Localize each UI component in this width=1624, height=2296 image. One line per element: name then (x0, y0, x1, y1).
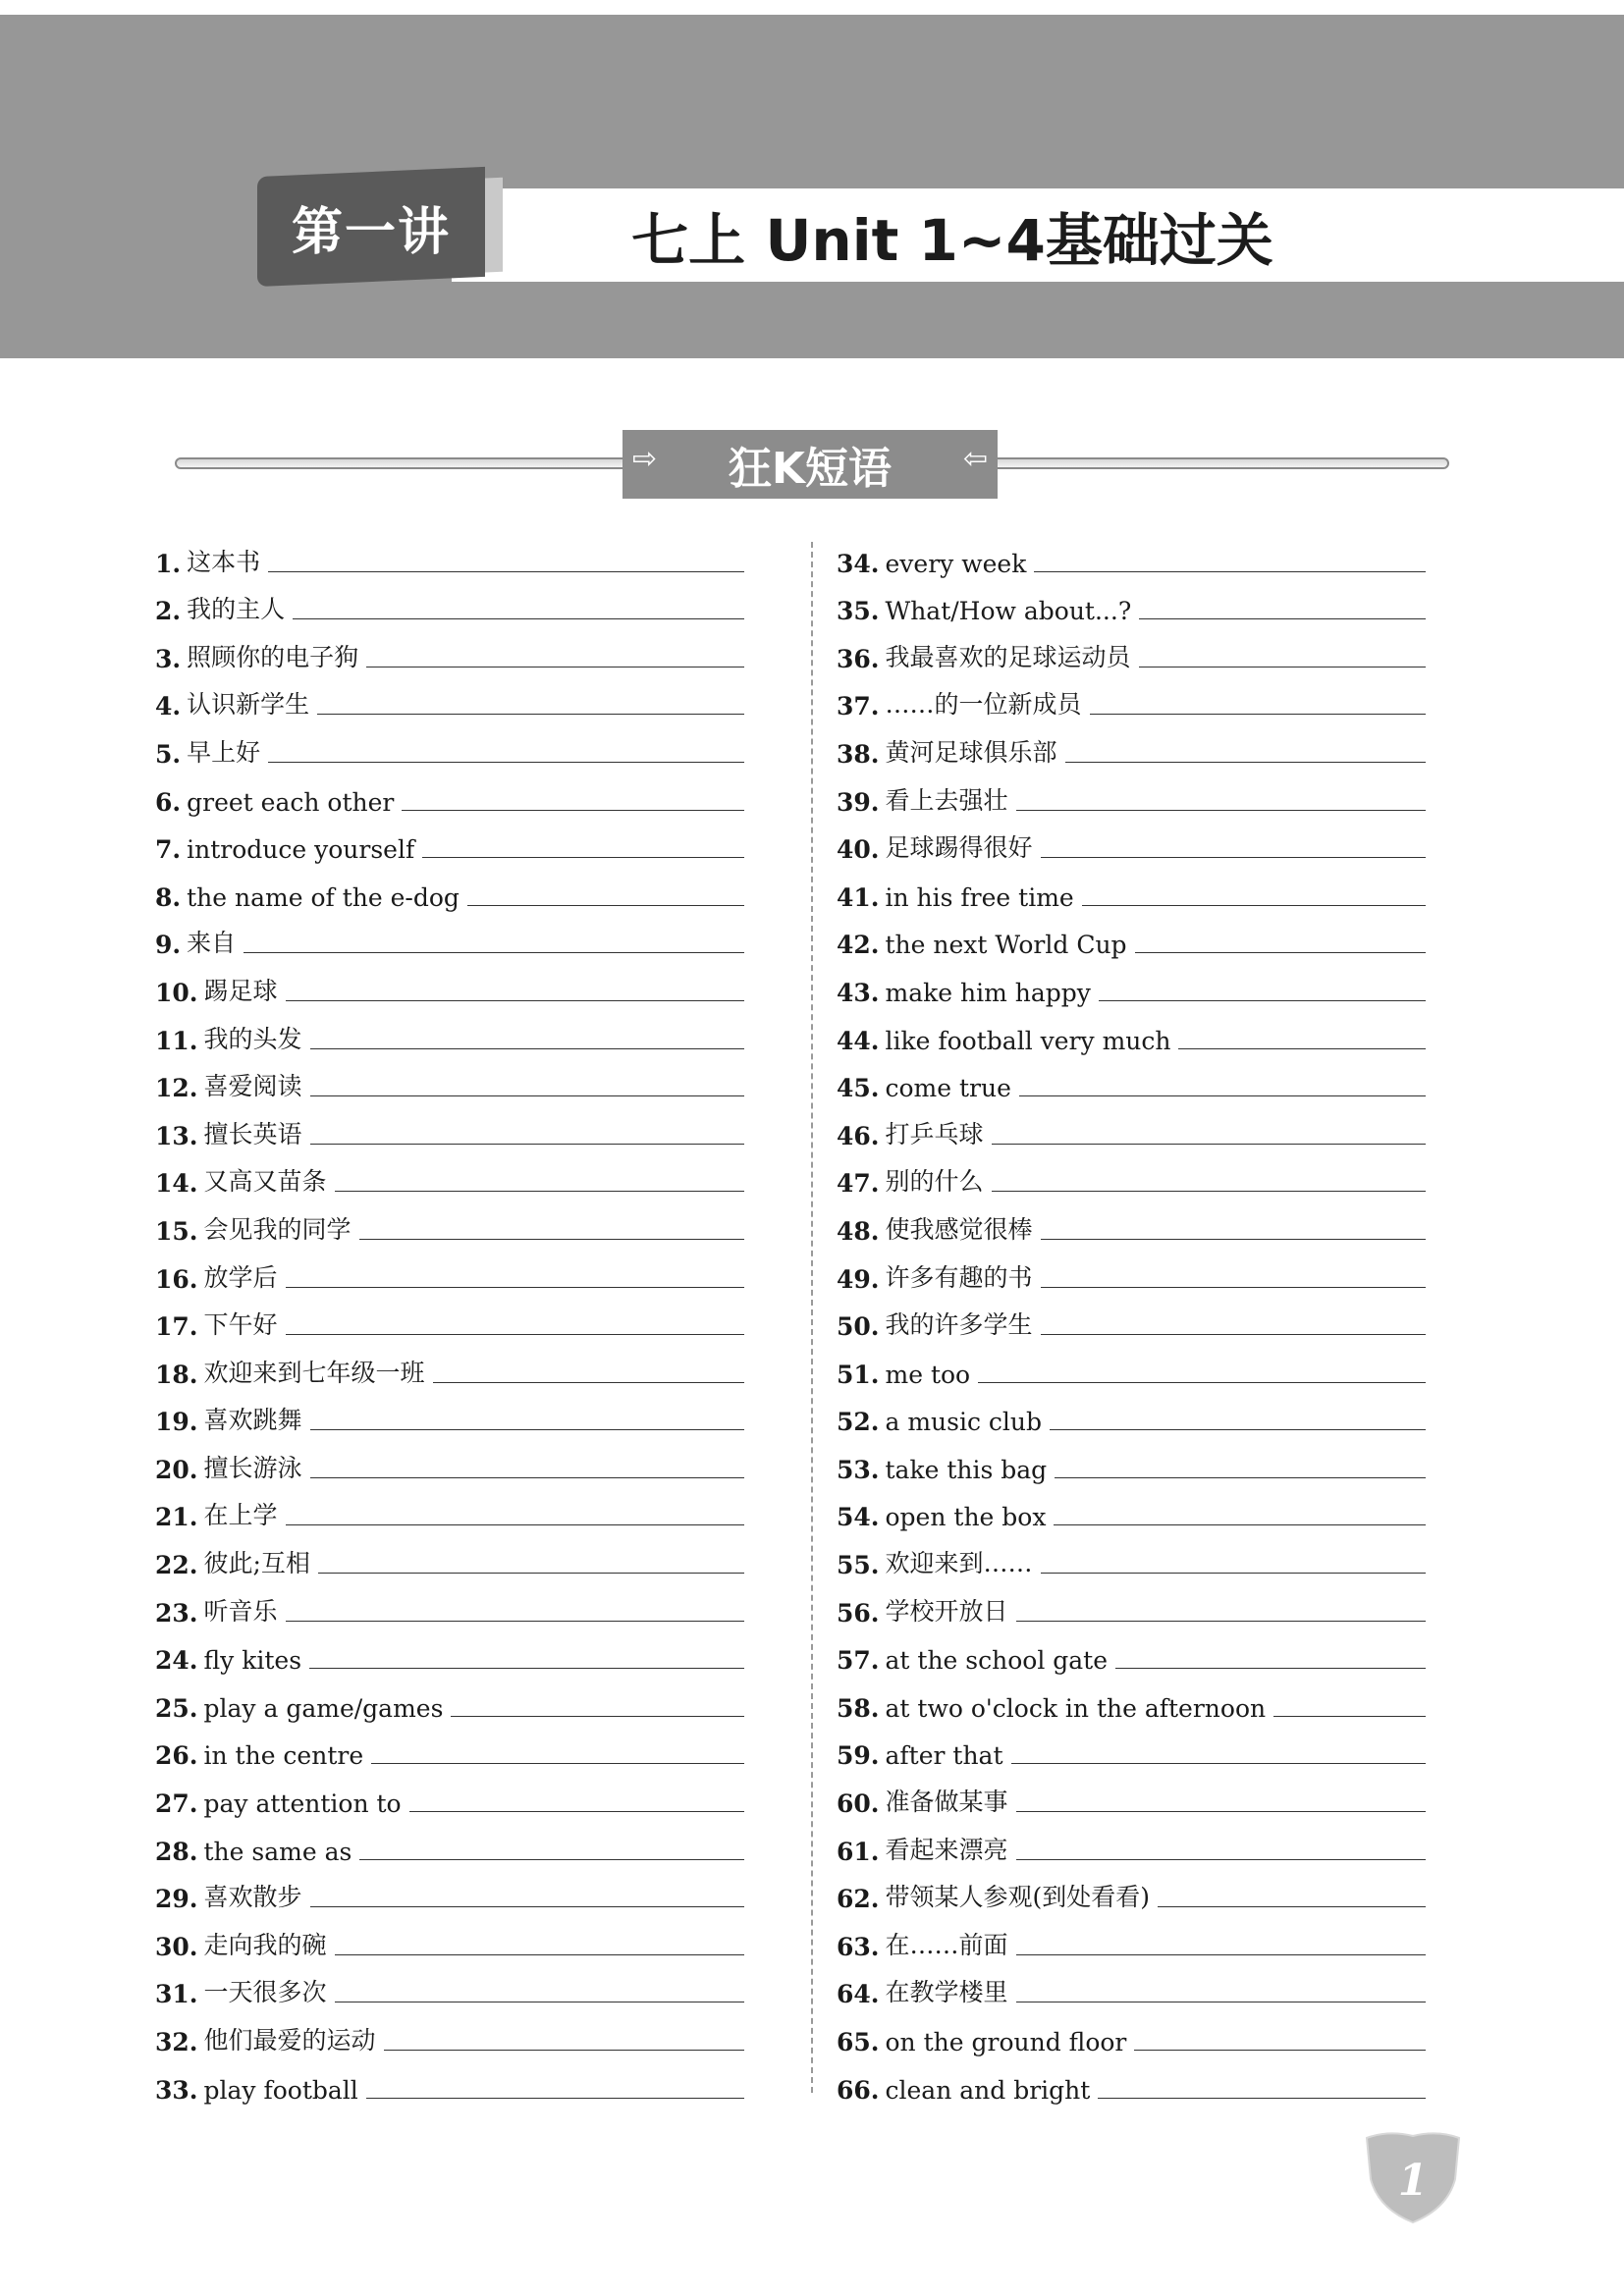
phrase-text: 会见我的同学 (203, 1214, 352, 1244)
phrase-item (155, 1150, 744, 1199)
phrase-number: 60. (837, 1789, 880, 1819)
phrase-number: 28. (155, 1837, 198, 1866)
answer-blank[interactable] (1099, 999, 1426, 1001)
phrase-item (837, 1150, 1426, 1199)
phrase-number: 52. (837, 1408, 880, 1437)
phrase-text: What/How about...? (885, 597, 1132, 626)
phrase-item (837, 817, 1426, 865)
phrase-text: the name of the e-dog (187, 882, 460, 912)
phrase-number: 44. (837, 1026, 880, 1055)
phrase-text: greet each other (187, 787, 395, 817)
phrase-text: me too (885, 1360, 971, 1389)
phrase-item (837, 1055, 1426, 1103)
phrase-text: 我的许多学生 (885, 1310, 1033, 1340)
phrase-text: 听音乐 (203, 1596, 278, 1626)
answer-blank[interactable] (467, 904, 744, 906)
phrase-text: play a game/games (203, 1693, 444, 1723)
column-divider (811, 542, 813, 2093)
phrase-text: the next World Cup (885, 931, 1127, 960)
phrase-text: 黄河足球俱乐部 (885, 737, 1057, 767)
phrase-text: like football very much (885, 1026, 1171, 1055)
answer-blank[interactable] (1139, 617, 1426, 619)
phrase-item (155, 2056, 744, 2105)
answer-blank[interactable] (384, 2049, 744, 2051)
phrase-number: 51. (837, 1360, 880, 1389)
phrase-number: 59. (837, 1741, 880, 1771)
phrase-item (155, 2008, 744, 2056)
answer-blank[interactable] (422, 856, 744, 858)
phrase-text: 我最喜欢的足球运动员 (885, 642, 1131, 671)
phrase-item (155, 673, 744, 721)
answer-blank[interactable] (1098, 2097, 1426, 2099)
phrase-number: 17. (155, 1312, 198, 1342)
phrase-number: 29. (155, 1885, 198, 1914)
phrase-number: 16. (155, 1264, 198, 1294)
answer-blank[interactable] (1041, 1572, 1426, 1574)
answer-blank[interactable] (1041, 1286, 1426, 1288)
answer-blank[interactable] (359, 1858, 744, 1860)
phrase-number: 24. (155, 1646, 198, 1676)
phrase-text: 打乒乓球 (885, 1119, 984, 1148)
answer-blank[interactable] (1273, 1715, 1426, 1717)
phrase-item (155, 769, 744, 817)
phrase-item (837, 530, 1426, 578)
phrase-number: 19. (155, 1408, 198, 1437)
header-band (0, 15, 1624, 358)
phrase-item (837, 625, 1426, 673)
phrase-item (837, 1102, 1426, 1150)
answer-blank[interactable] (286, 1333, 744, 1335)
phrase-number: 42. (837, 931, 880, 960)
phrase-text: 看上去强壮 (885, 785, 1008, 815)
answer-blank[interactable] (310, 1905, 744, 1907)
phrase-text: 彼此;互相 (203, 1549, 310, 1578)
phrase-number: 4. (155, 692, 182, 721)
answer-blank[interactable] (1016, 2001, 1426, 2002)
phrase-item (155, 1198, 744, 1246)
phrase-text: 早上好 (187, 737, 261, 767)
phrase-number: 39. (837, 787, 880, 817)
answer-blank[interactable] (1016, 1620, 1426, 1622)
answer-blank[interactable] (268, 761, 744, 763)
phrase-text: on the ground floor (885, 2028, 1127, 2056)
phrase-number: 14. (155, 1169, 198, 1199)
phrase-number: 8. (155, 882, 182, 912)
answer-blank[interactable] (1158, 1905, 1426, 1907)
phrase-text: in his free time (885, 882, 1074, 912)
phrase-item (155, 1770, 744, 1818)
phrase-number: 26. (155, 1741, 198, 1771)
section-title: 狂K短语 (728, 444, 893, 494)
phrase-text: 又高又苗条 (203, 1167, 327, 1197)
answer-blank[interactable] (1034, 570, 1426, 572)
arrow-right-icon: ⇨ (632, 442, 658, 476)
phrase-number: 62. (837, 1885, 880, 1914)
answer-blank[interactable] (1041, 1238, 1426, 1240)
answer-blank[interactable] (1016, 1953, 1426, 1955)
phrase-item (155, 1961, 744, 2009)
phrase-item (155, 1294, 744, 1342)
phrase-text: come true (885, 1074, 1011, 1103)
phrase-text: 在上学 (203, 1501, 278, 1530)
phrase-item (155, 1675, 744, 1723)
answer-blank[interactable] (335, 1190, 744, 1192)
answer-blank[interactable] (1016, 809, 1426, 811)
phrase-item (155, 1818, 744, 1866)
phrase-number: 65. (837, 2028, 880, 2056)
phrase-text: 喜爱阅读 (203, 1072, 302, 1101)
phrase-number: 13. (155, 1121, 198, 1150)
phrase-number: 58. (837, 1693, 880, 1723)
phrase-item (837, 1675, 1426, 1723)
answer-blank[interactable] (335, 1953, 744, 1955)
answer-blank[interactable] (1019, 1095, 1426, 1096)
phrase-item (155, 912, 744, 960)
answer-blank[interactable] (1178, 1047, 1426, 1049)
answer-blank[interactable] (371, 1762, 744, 1764)
answer-blank[interactable] (310, 1143, 744, 1145)
phrase-text: 我的头发 (203, 1024, 302, 1053)
answer-blank[interactable] (286, 999, 744, 1001)
phrase-text: 我的主人 (187, 595, 286, 624)
phrase-item (155, 817, 744, 865)
phrase-text: after that (885, 1741, 1003, 1771)
phrase-text: 带领某人参观(到处看看) (885, 1883, 1151, 1912)
phrase-item (155, 1531, 744, 1579)
phrase-number: 50. (837, 1312, 880, 1342)
phrase-text: 使我感觉很棒 (885, 1214, 1033, 1244)
answer-blank[interactable] (1135, 951, 1426, 953)
phrase-text: 走向我的碗 (203, 1930, 327, 1959)
answer-blank[interactable] (1041, 1333, 1426, 1335)
phrase-number: 45. (837, 1074, 880, 1103)
phrase-text: 准备做某事 (885, 1788, 1008, 1817)
phrase-text: clean and bright (885, 2075, 1091, 2105)
phrase-item (837, 1246, 1426, 1294)
phrase-item (837, 2008, 1426, 2056)
answer-blank[interactable] (310, 1095, 744, 1096)
phrase-text: at the school gate (885, 1646, 1109, 1676)
phrase-text: a music club (885, 1408, 1043, 1437)
phrase-item (155, 530, 744, 578)
answer-blank[interactable] (1139, 666, 1426, 667)
phrase-item (837, 1579, 1426, 1628)
phrase-text: 别的什么 (885, 1167, 984, 1197)
answer-blank[interactable] (992, 1190, 1426, 1192)
phrase-item (155, 578, 744, 626)
phrase-number: 56. (837, 1598, 880, 1628)
phrase-number: 5. (155, 739, 182, 769)
phrase-number: 18. (155, 1360, 198, 1389)
phrase-text: every week (885, 549, 1027, 578)
answer-blank[interactable] (409, 1810, 744, 1812)
phrase-text: open the box (885, 1503, 1047, 1532)
phrase-item (155, 1436, 744, 1484)
phrase-text: take this bag (885, 1455, 1048, 1484)
phrase-item (155, 1723, 744, 1771)
phrase-item (837, 721, 1426, 769)
phrase-item (155, 1866, 744, 1914)
phrase-number: 25. (155, 1693, 198, 1723)
phrase-text: 擅长英语 (203, 1119, 302, 1148)
answer-blank[interactable] (286, 1286, 744, 1288)
phrase-number: 3. (155, 644, 182, 673)
phrase-item (837, 1628, 1426, 1676)
answer-blank[interactable] (1054, 1523, 1426, 1525)
phrase-number: 12. (155, 1074, 198, 1103)
answer-blank[interactable] (310, 1476, 744, 1478)
answer-blank[interactable] (244, 951, 744, 953)
phrase-item (155, 1484, 744, 1532)
phrase-text: 许多有趣的书 (885, 1262, 1033, 1292)
phrase-item (155, 625, 744, 673)
phrase-text: 喜欢散步 (203, 1883, 302, 1912)
answer-blank[interactable] (310, 1047, 744, 1049)
phrase-text: ……的一位新成员 (885, 690, 1082, 720)
phrase-number: 20. (155, 1455, 198, 1484)
answer-blank[interactable] (335, 2001, 744, 2002)
phrase-number: 36. (837, 644, 880, 673)
phrase-item (837, 2056, 1426, 2105)
phrase-item (155, 1913, 744, 1961)
phrase-text: 喜欢跳舞 (203, 1406, 302, 1435)
phrase-number: 46. (837, 1121, 880, 1150)
phrase-text: 这本书 (187, 547, 261, 576)
phrase-item (837, 1007, 1426, 1055)
phrase-item (837, 578, 1426, 626)
phrase-number: 43. (837, 978, 880, 1007)
answer-blank[interactable] (1016, 1858, 1426, 1860)
page-number: 1 (1397, 2156, 1429, 2206)
answer-blank[interactable] (286, 1620, 744, 1622)
phrase-number: 35. (837, 597, 880, 626)
lecture-badge (257, 167, 485, 287)
phrase-number: 30. (155, 1932, 198, 1961)
phrase-item (155, 1579, 744, 1628)
answer-blank[interactable] (317, 713, 744, 715)
phrase-number: 15. (155, 1216, 198, 1246)
phrase-item (155, 1055, 744, 1103)
answer-blank[interactable] (366, 666, 744, 667)
answer-blank[interactable] (1050, 1428, 1426, 1430)
phrase-item (837, 864, 1426, 912)
phrase-item (837, 673, 1426, 721)
phrase-number: 6. (155, 787, 182, 817)
phrase-number: 38. (837, 739, 880, 769)
lecture-label: 第一讲 (291, 202, 451, 262)
page-number-shield (1359, 2130, 1467, 2224)
phrase-item (155, 1246, 744, 1294)
answer-blank[interactable] (366, 2097, 744, 2099)
answer-blank[interactable] (1041, 856, 1426, 858)
answer-blank[interactable] (1082, 904, 1426, 906)
answer-blank[interactable] (359, 1238, 744, 1240)
phrase-number: 7. (155, 835, 182, 865)
phrase-text: 来自 (187, 929, 237, 958)
phrase-text: in the centre (203, 1741, 364, 1771)
phrase-item (837, 1341, 1426, 1389)
phrase-text: 踢足球 (203, 976, 278, 1005)
answer-blank[interactable] (293, 617, 744, 619)
phrase-text: 他们最爱的运动 (203, 2026, 376, 2055)
phrase-number: 49. (837, 1264, 880, 1294)
phrase-item (837, 1294, 1426, 1342)
answer-blank[interactable] (1011, 1762, 1427, 1764)
phrase-number: 61. (837, 1837, 880, 1866)
phrase-text: 照顾你的电子狗 (187, 642, 359, 671)
phrase-item (155, 1102, 744, 1150)
phrase-number: 31. (155, 1980, 198, 2009)
phrase-number: 11. (155, 1026, 198, 1055)
phrase-number: 23. (155, 1598, 198, 1628)
phrase-number: 27. (155, 1789, 198, 1819)
answer-blank[interactable] (978, 1381, 1426, 1383)
answer-blank[interactable] (402, 809, 744, 811)
answer-blank[interactable] (1016, 1810, 1426, 1812)
phrase-number: 10. (155, 978, 198, 1007)
phrase-item (837, 1436, 1426, 1484)
phrase-text: at two o'clock in the afternoon (885, 1693, 1267, 1723)
phrase-number: 47. (837, 1169, 880, 1199)
answer-blank[interactable] (309, 1667, 744, 1669)
phrase-item (155, 721, 744, 769)
phrase-item (837, 1723, 1426, 1771)
phrase-number: 40. (837, 835, 880, 865)
phrase-item (837, 1866, 1426, 1914)
phrase-number: 33. (155, 2075, 198, 2105)
phrase-number: 64. (837, 1980, 880, 2009)
phrase-number: 22. (155, 1551, 198, 1580)
phrase-item (155, 864, 744, 912)
phrase-text: the same as (203, 1837, 352, 1866)
phrase-item (155, 1341, 744, 1389)
answer-blank[interactable] (1134, 2049, 1426, 2051)
phrase-text: 擅长游泳 (203, 1453, 302, 1482)
phrase-item (837, 1198, 1426, 1246)
phrase-item (837, 1389, 1426, 1437)
phrase-item (837, 1913, 1426, 1961)
phrase-number: 53. (837, 1455, 880, 1484)
phrase-number: 48. (837, 1216, 880, 1246)
phrase-list-right (837, 530, 1426, 2105)
phrase-text: 在教学楼里 (885, 1978, 1008, 2007)
answer-blank[interactable] (1090, 713, 1426, 715)
phrase-text: 一天很多次 (203, 1978, 327, 2007)
phrase-item (837, 1818, 1426, 1866)
phrase-text: 放学后 (203, 1262, 278, 1292)
phrase-text: 欢迎来到七年级一班 (203, 1358, 425, 1387)
page-title: 七上 Unit 1~4基础过关 (631, 206, 1273, 274)
phrase-item (155, 1389, 744, 1437)
answer-blank[interactable] (318, 1572, 744, 1574)
answer-blank[interactable] (451, 1715, 744, 1717)
phrase-text: 学校开放日 (885, 1596, 1008, 1626)
phrase-item (155, 1007, 744, 1055)
phrase-number: 1. (155, 549, 182, 578)
answer-blank[interactable] (433, 1381, 744, 1383)
phrase-text: 足球踢得很好 (885, 833, 1033, 863)
phrase-text: pay attention to (203, 1789, 402, 1819)
phrase-item (155, 1628, 744, 1676)
phrase-item (837, 1484, 1426, 1532)
phrase-number: 63. (837, 1932, 880, 1961)
phrase-item (155, 959, 744, 1007)
phrase-text: 下午好 (203, 1310, 278, 1340)
section-heading (623, 430, 998, 499)
phrase-number: 37. (837, 692, 880, 721)
phrase-text: 认识新学生 (187, 690, 310, 720)
phrase-item (837, 912, 1426, 960)
phrase-number: 21. (155, 1503, 198, 1532)
phrase-text: 欢迎来到…… (885, 1549, 1033, 1578)
phrase-item (837, 1961, 1426, 2009)
phrase-list-left (155, 530, 744, 2105)
phrase-number: 2. (155, 597, 182, 626)
phrase-number: 54. (837, 1503, 880, 1532)
phrase-item (837, 1531, 1426, 1579)
phrase-item (837, 769, 1426, 817)
answer-blank[interactable] (1055, 1476, 1426, 1478)
phrase-number: 66. (837, 2075, 880, 2105)
phrase-text: make him happy (885, 978, 1091, 1007)
answer-blank[interactable] (286, 1523, 744, 1525)
phrase-item (837, 959, 1426, 1007)
phrase-text: 在……前面 (885, 1930, 1008, 1959)
phrase-item (837, 1770, 1426, 1818)
phrase-text: introduce yourself (187, 835, 415, 865)
phrase-text: play football (203, 2075, 358, 2105)
phrase-number: 32. (155, 2028, 198, 2056)
phrase-text: 看起来漂亮 (885, 1835, 1008, 1864)
answer-blank[interactable] (1065, 761, 1426, 763)
phrase-text: fly kites (203, 1646, 302, 1676)
phrase-number: 41. (837, 882, 880, 912)
phrase-number: 55. (837, 1551, 880, 1580)
arrow-left-icon: ⇦ (962, 442, 988, 476)
answer-blank[interactable] (268, 570, 744, 572)
phrase-number: 34. (837, 549, 880, 578)
phrase-number: 57. (837, 1646, 880, 1676)
answer-blank[interactable] (1115, 1667, 1426, 1669)
phrase-number: 9. (155, 931, 182, 960)
answer-blank[interactable] (310, 1428, 744, 1430)
answer-blank[interactable] (992, 1143, 1426, 1145)
